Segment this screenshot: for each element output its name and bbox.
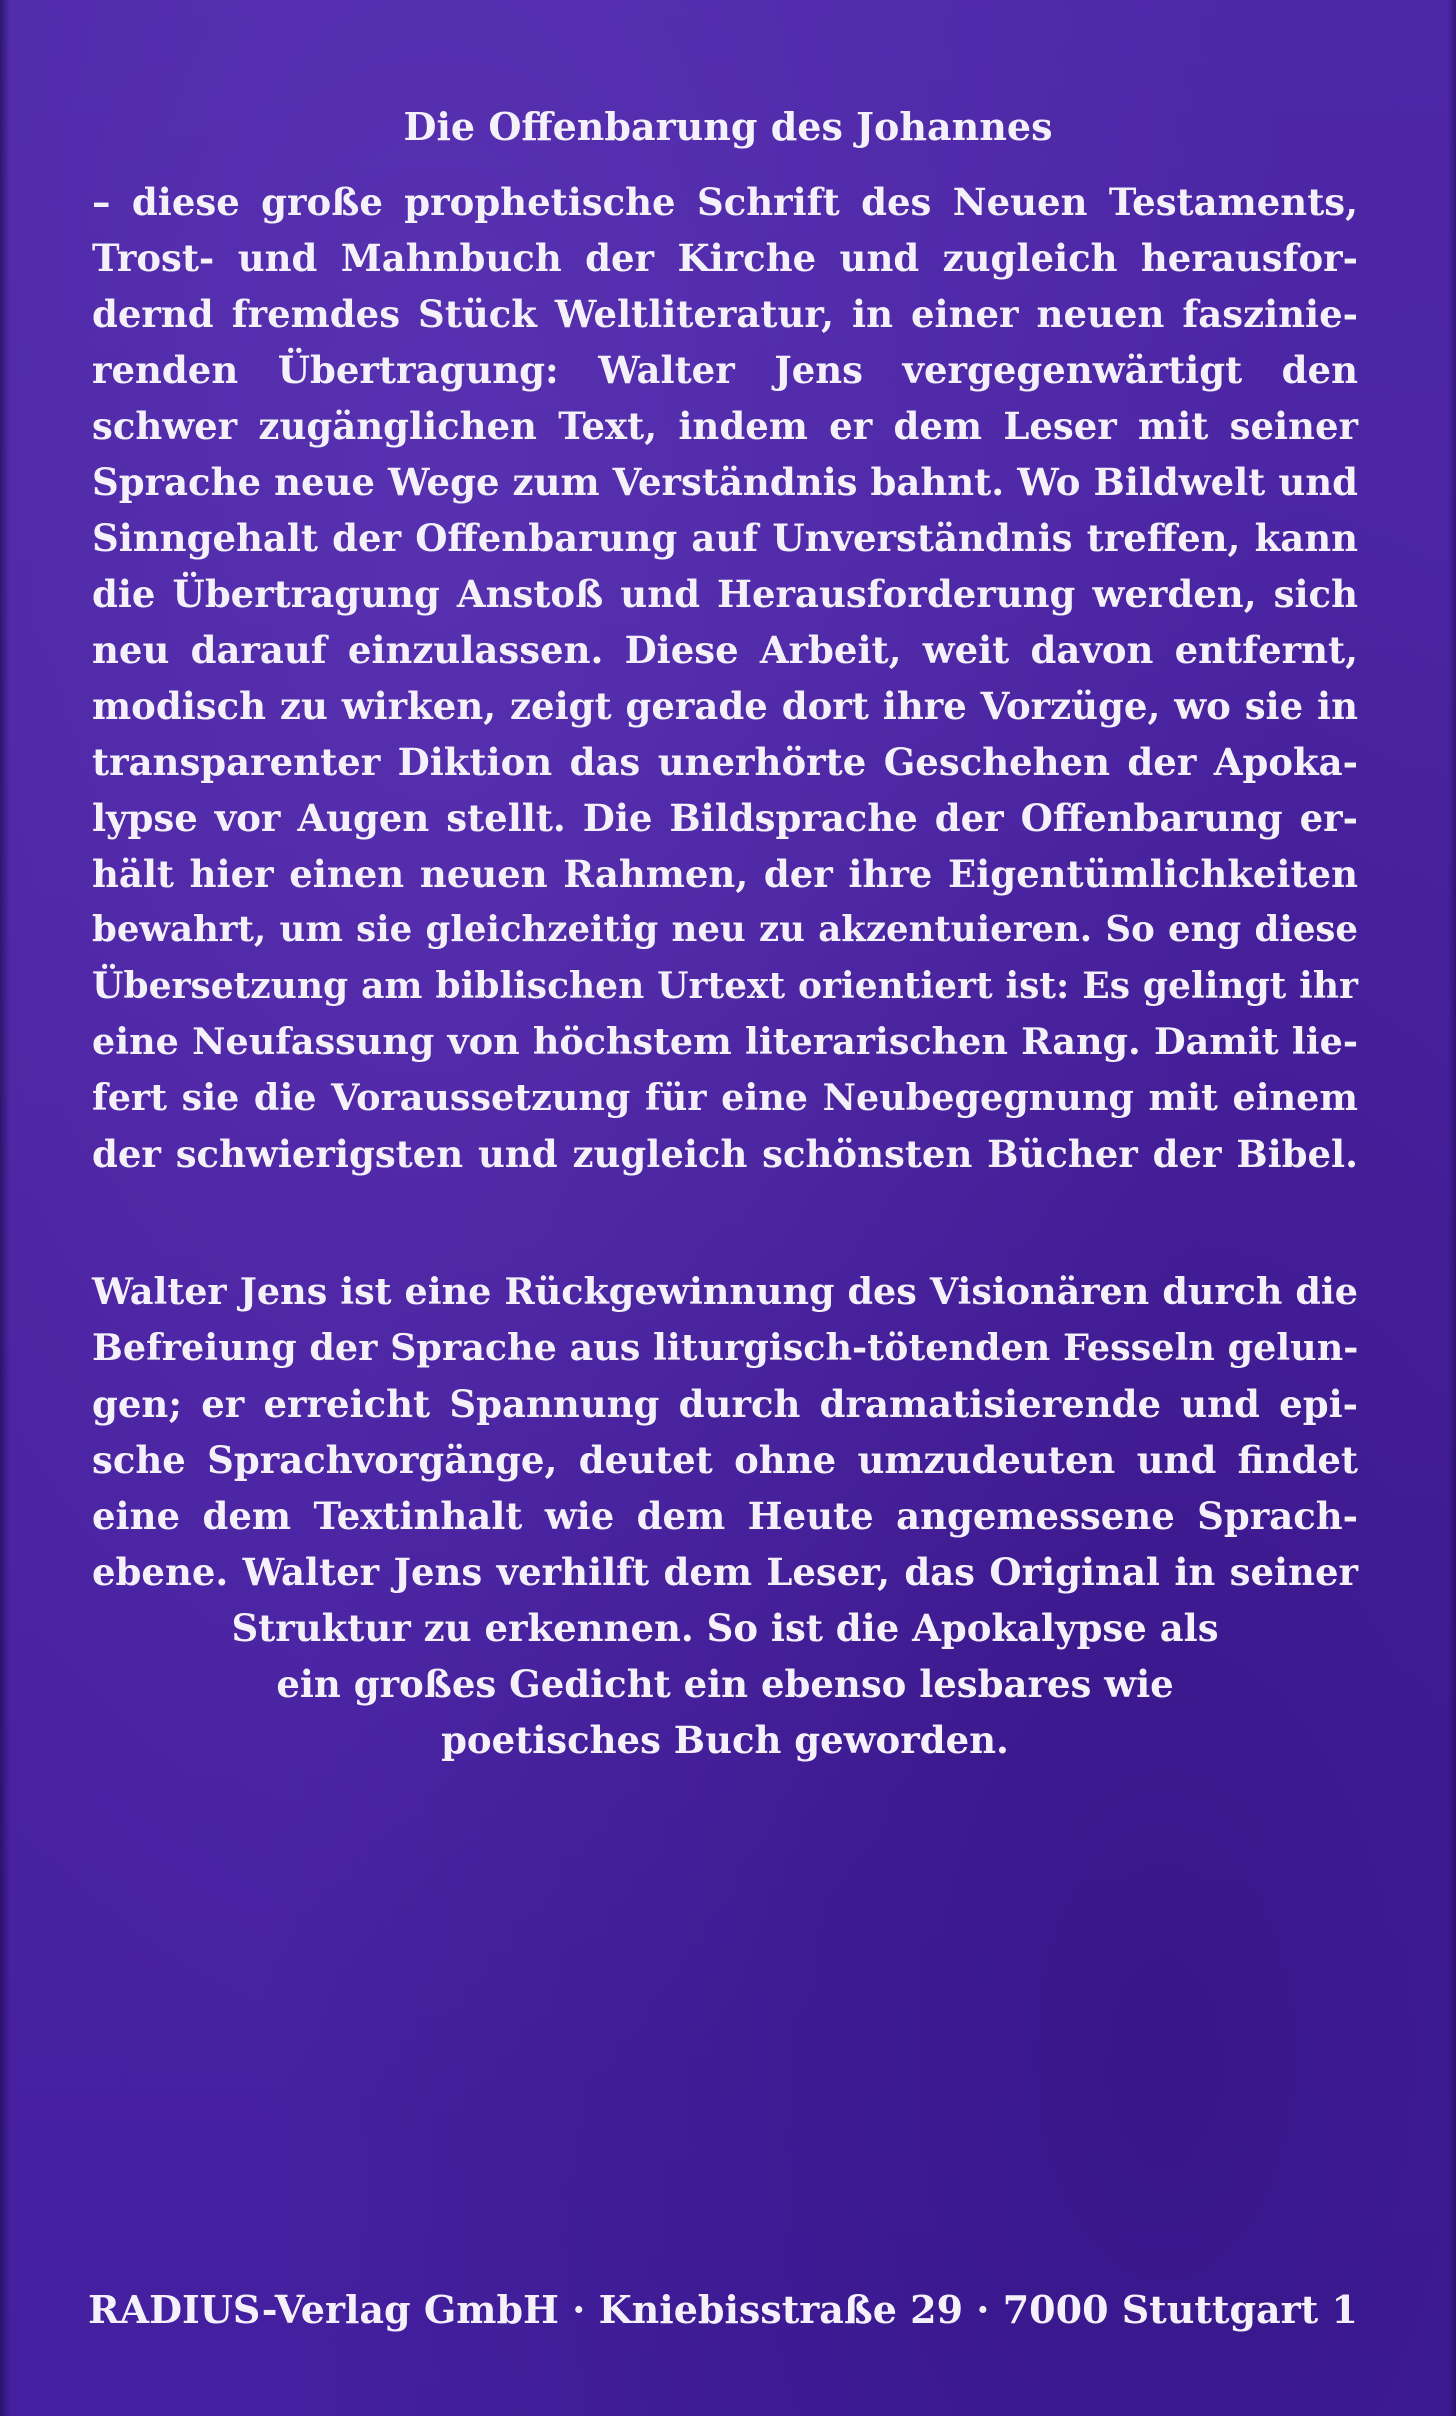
text-line: Sinngehalt der Offenbarung auf Unverständnis treffen, kann [92, 516, 1358, 560]
text-line: bewahrt, um sie gleichzeitig neu zu akzentuieren. So eng diese [92, 909, 1358, 950]
text-line: eine Neufassung von höchstem literarischen Rang. Damit lie- [92, 1020, 1358, 1063]
book-title: Die Offenbarung des Johannes [403, 104, 1053, 149]
text-line: die Übertragung Anstoß und Herausforderung werden, sich [92, 572, 1358, 616]
text-line: schwer zugänglichen Text, indem er dem Leser mit seiner [92, 404, 1358, 448]
text-line: sche Sprachvorgänge, deutet ohne umzudeuten und findet [92, 1438, 1358, 1482]
text-line: Sprache neue Wege zum Verständnis bahnt. Wo Bildwelt und [92, 460, 1358, 504]
text-line: modisch zu wirken, zeigt gerade dort ihre Vorzüge, wo sie in [92, 684, 1358, 728]
text-line: gen; er erreicht Spannung durch dramatisierende und epi- [92, 1382, 1358, 1426]
cover-right-edge [1448, 0, 1456, 2416]
text-line: dernd fremdes Stück Weltliteratur, in einer neuen faszinie- [92, 292, 1358, 336]
cover-left-edge [0, 0, 10, 2416]
text-line-centered: ein großes Gedicht ein ebenso lesbares wie [276, 1662, 1174, 1706]
text-line: Walter Jens ist eine Rückgewinnung des Visionären durch die [92, 1270, 1358, 1313]
text-line-centered: poetisches Buch geworden. [441, 1718, 1009, 1762]
text-line: Befreiung der Sprache aus liturgisch-tötenden Fesseln gelun- [92, 1326, 1359, 1369]
text-line: hält hier einen neuen Rahmen, der ihre Eigentümlichkeiten [92, 852, 1358, 896]
text-line: Übersetzung am biblischen Urtext orientiert ist: Es gelingt ihr [92, 965, 1358, 1007]
text-line-centered: Struktur zu erkennen. So ist die Apokalypse als [231, 1606, 1219, 1650]
text-line: ebene. Walter Jens verhilft dem Leser, das Original in seiner [92, 1550, 1358, 1594]
text-line: eine dem Textinhalt wie dem Heute angemessene Sprach- [92, 1494, 1358, 1538]
text-line: neu darauf einzulassen. Diese Arbeit, weit davon entfernt, [92, 628, 1358, 672]
text-line: renden Übertragung: Walter Jens vergegenwärtigt den [92, 348, 1358, 392]
text-line: lypse vor Augen stellt. Die Bildsprache der Offenbarung er- [92, 796, 1358, 840]
text-line: – diese große prophetische Schrift des Neuen Testaments, [92, 180, 1358, 224]
text-line: transparenter Diktion das unerhörte Geschehen der Apoka- [92, 740, 1358, 784]
text-line: der schwierigsten und zugleich schönsten Bücher der Bibel. [92, 1132, 1358, 1176]
text-line: fert sie die Voraussetzung für eine Neubegegnung mit einem [92, 1076, 1358, 1119]
text-line: Trost- und Mahnbuch der Kirche und zugleich herausfor- [92, 236, 1358, 280]
blurb-paragraph-2 [92, 1264, 1358, 1768]
blurb-paragraph-1 [92, 174, 1358, 1182]
publisher-address: RADIUS-Verlag GmbH · Kniebisstraße 29 · 7000 Stuttgart 1 [88, 2287, 1358, 2332]
